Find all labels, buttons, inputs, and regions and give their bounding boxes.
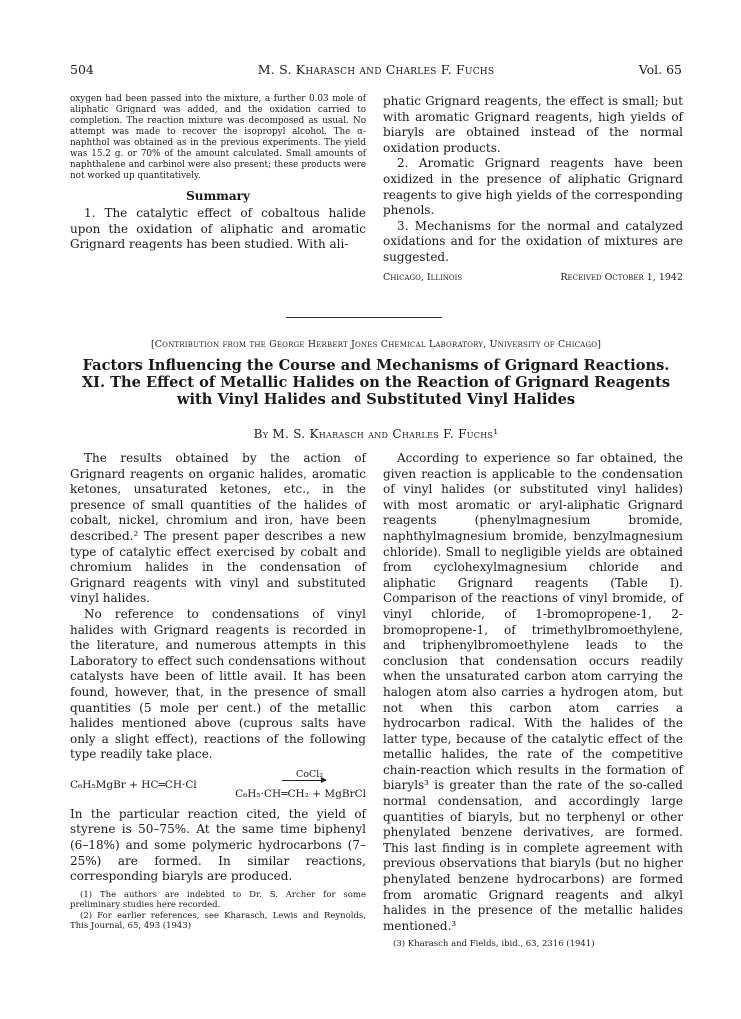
prev-article-right-column: [383, 94, 683, 285]
summary-point-1-start: 1. The catalytic effect of cobaltous halide upon the oxidation of aliphatic and aromatic Grignard reagents has been studied. With ali-: [70, 206, 366, 252]
right-paragraph: According to experience so far obtained, the given reaction is applicable to the condensation of vinyl halides (or substituted vinyl halides) with most aromatic or aryl-aliphatic Grignard reagents (phenylmagnesium bromide, naphthylmagnesium bromide, benzylmagnesium chloride). Small to negligible yields are obtained from cyclohexylmagnesium chloride and aliphatic Grignard reagents (Table I). Comparison of the reactions of vinyl bromide, of vinyl chloride, of 1-bromopropene-1, 2-bromopropene-1, of trimethylbromoethylene, and triphenylbromoethylene leads to the conclusion that condensation occurs readily when the unsaturated carbon atom carrying the halogen atom also carries a hydrogen atom, but not when this carbon atom carries a hydrocarbon radical. With the halides of the latter type, because of the catalytic effect of the metallic halides, the rate of the competitive chain-reaction which results in the formation of biaryls³ is greater than the rate of the so-called normal condensation, and accordingly large quantities of biaryls, but no terphenyl or other phenylated benzene derivatives, are formed. This last finding is in complete agreement with previous observations that biaryls (but no higher phenylated benzene hydrocarbons) are formed from aromatic Grignard reagents and alkyl halides in the presence of the metallic halides mentioned.³: [383, 451, 683, 933]
article-byline: By M. S. Kharasch and Charles F. Fuchs¹: [253, 427, 499, 441]
equation-reactants: C₆H₅MgBr + HC═CH·Cl: [70, 778, 197, 791]
page-number: 504: [70, 62, 94, 77]
received-date: Received October 1, 1942: [560, 271, 683, 283]
footnote-2: (2) For earlier references, see Kharasch, Lewis and Reynolds, This Journal, 65, 493 (1943): [70, 910, 366, 932]
equation-products: C₆H₅·CH═CH₂ + MgBrCl: [235, 787, 366, 800]
author-location: Chicago, Illinois: [383, 271, 463, 283]
article-title: Factors Influencing the Course and Mechanisms of Grignard Reactions. XI. The Effect of Metallic Halides on the Reaction of Grignard Reagents with Vinyl Halides and Substituted Vinyl Halides: [81, 357, 671, 408]
summary-point-2: 2. Aromatic Grignard reagents have been oxidized in the presence of aliphatic Grignard reagents to give high yields of the corresponding phenols.: [383, 156, 683, 218]
intro-paragraph: The results obtained by the action of Grignard reagents on organic halides, aromatic ketones, unsaturated ketones, etc., in the presence of small quantities of the halides of cobalt, nickel, chromium and iron, have been described.² The present paper describes a new type of catalytic effect exercised by cobalt and chromium halides in the condensation of Grignard reagents with vinyl and substituted vinyl halides.: [70, 451, 366, 606]
running-head: M. S. Kharasch and Charles F. Fuchs: [257, 62, 495, 77]
running-header: [70, 62, 682, 78]
footnote-1: (1) The authors are indebted to Dr. S. Archer for some preliminary studies here recorded.: [70, 889, 366, 911]
summary-point-3: 3. Mechanisms for the normal and catalyzed oxidations and for the oxidation of mixtures are suggested.: [383, 218, 683, 264]
article-signature: [383, 270, 683, 286]
volume-number: Vol. 65: [638, 62, 682, 77]
section-divider: [286, 317, 442, 318]
article-left-column: [70, 451, 366, 932]
contribution-line: [Contribution from the George Herbert Jones Chemical Laboratory, University of Chicago]: [150, 339, 602, 350]
prev-article-left-column: [70, 94, 366, 253]
summary-point-1-continued: phatic Grignard reagents, the effect is small; but with aromatic Grignard reagents, high yields of biaryls are obtained instead of the normal oxidation products.: [383, 94, 683, 155]
footnotes-left: [70, 890, 366, 932]
equation-catalyst: CoCl₂: [296, 768, 324, 780]
reaction-equation: [70, 767, 366, 803]
third-paragraph: In the particular reaction cited, the yield of styrene is 50–75%. At the same time biphenyl (6–18%) and some polymeric hydrocarbons (7–25%) are formed. In similar reactions, corresponding biaryls are produced.: [70, 806, 366, 884]
reaction-arrow-icon: [282, 780, 326, 781]
article-right-column: [383, 451, 683, 950]
second-paragraph: No reference to condensations of vinyl halides with Grignard reagents is recorded in the literature, and numerous attempts in this Laboratory to effect such condensations without catalysts have been of little avail. It has been found, however, that, in the presence of small quantities (5 mole per cent.) of the metallic halides mentioned above (cuprous salts have only a slight effect), reactions of the following type readily take place.: [70, 606, 366, 762]
footnote-3: (3) Kharasch and Fields, ibid., 63, 2316 (1941): [393, 939, 595, 950]
footnotes-right: [383, 939, 683, 950]
prev-experimental-paragraph: oxygen had been passed into the mixture, a further 0.03 mole of aliphatic Grignard was added, and the oxidation carried to completion. The reaction mixture was decomposed as usual. No attempt was made to recover the isopropyl alcohol. The α-naphthol was obtained as in the previous experiments. The yield was 15.2 g. or 70% of the amount calculated. Small amounts of naphthalene and carbinol were also present; these products were not worked up quantitatively.: [70, 94, 366, 181]
summary-heading: Summary: [186, 189, 250, 203]
